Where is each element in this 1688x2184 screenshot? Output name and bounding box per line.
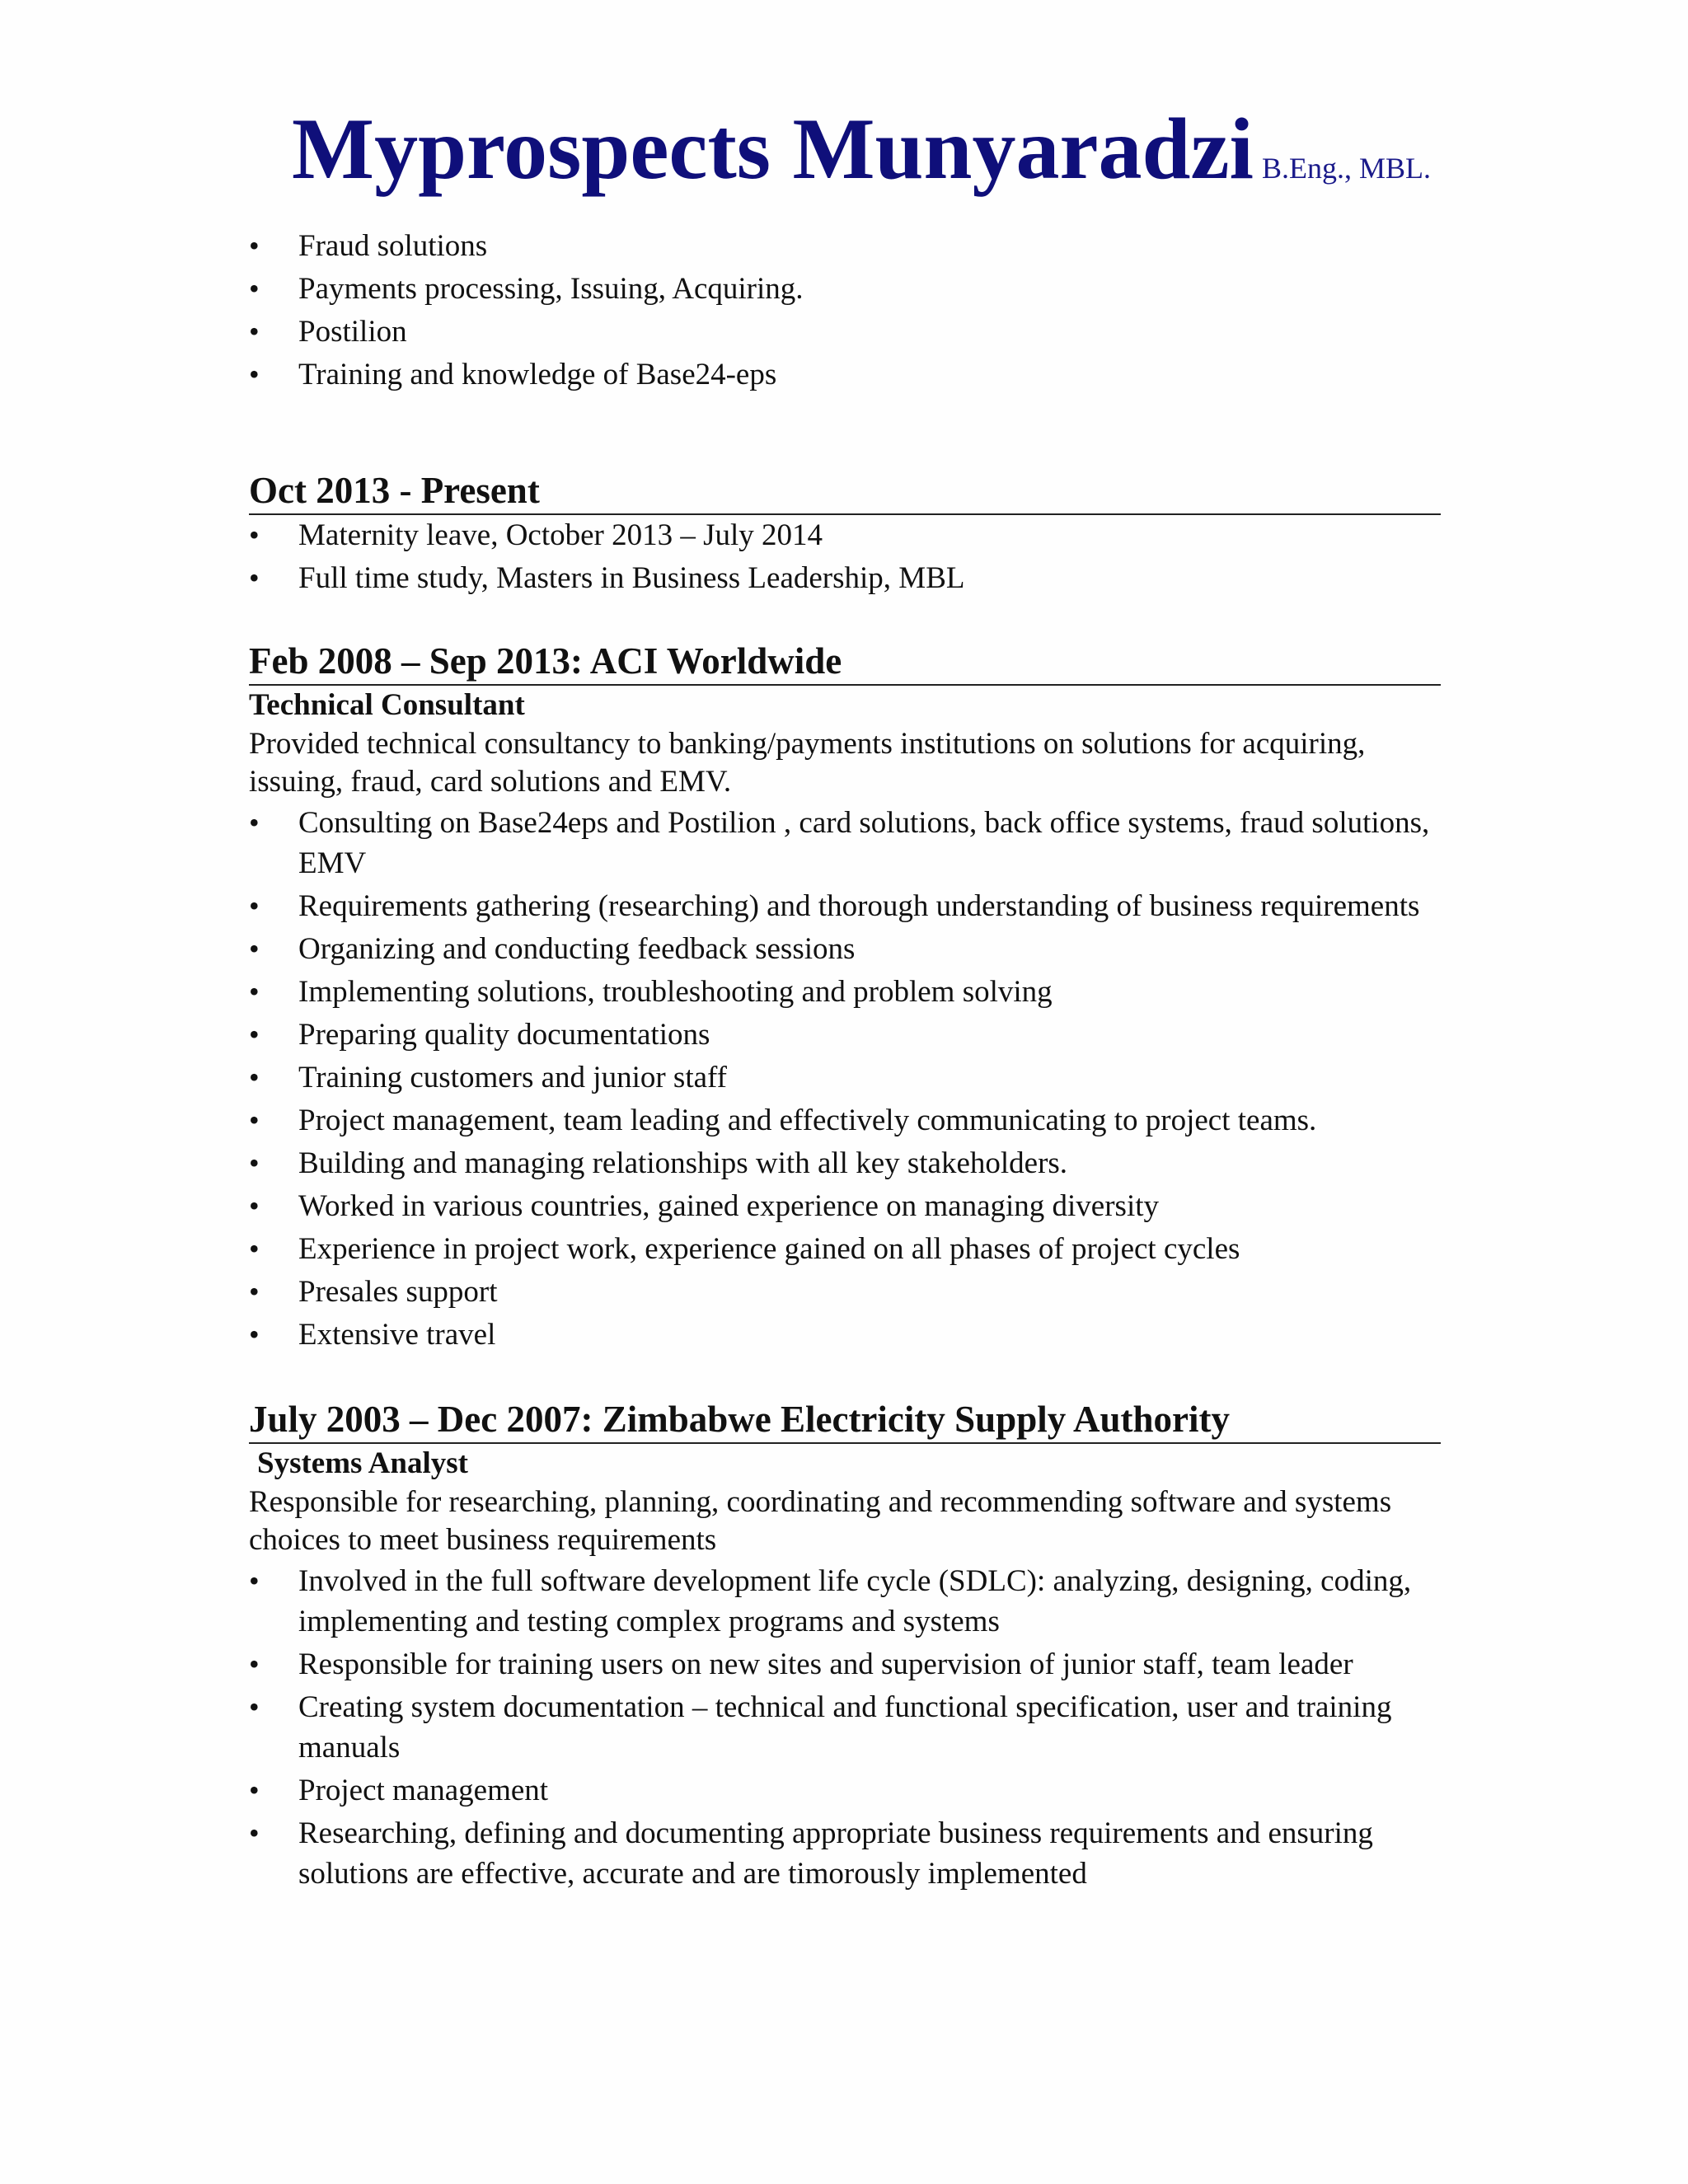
skills-list bbox=[249, 226, 1441, 395]
section-bullets bbox=[249, 515, 1441, 598]
section-career-break bbox=[249, 467, 1441, 598]
bullet-item: • Preparing quality documentations bbox=[249, 1015, 1441, 1055]
skill-item: • Training and knowledge of Base24-eps bbox=[249, 354, 1441, 395]
bullet-item: • Presales support bbox=[249, 1272, 1441, 1312]
skill-item: • Postilion bbox=[249, 312, 1441, 352]
bullet-item: • Training customers and junior staff bbox=[249, 1057, 1441, 1098]
job-role: Systems Analyst bbox=[257, 1446, 468, 1480]
bullet-item: • Implementing solutions, troubleshooting and problem solving bbox=[249, 972, 1441, 1012]
bullet-item: • Project management, team leading and effectively communicating to project teams. bbox=[249, 1100, 1441, 1141]
bullet-item: • Researching, defining and documenting appropriate business requirements and ensuring solutions are effective, accurate and are timorously implemented bbox=[249, 1813, 1441, 1894]
section-heading: July 2003 – Dec 2007: Zimbabwe Electricity Supply Authority bbox=[249, 1396, 1441, 1444]
section-aci-worldwide bbox=[249, 638, 1441, 1355]
skill-item: • Fraud solutions bbox=[249, 226, 1441, 266]
bullet-item: • Responsible for training users on new sites and supervision of junior staff, team leader bbox=[249, 1644, 1441, 1685]
candidate-name: Myprospects Munyaradzi bbox=[292, 101, 1254, 197]
section-bullets bbox=[249, 803, 1441, 1355]
resume-page bbox=[249, 101, 1441, 1896]
bullet-item: • Project management bbox=[249, 1770, 1441, 1811]
bullet-item: • Organizing and conducting feedback sessions bbox=[249, 929, 1441, 969]
bullet-item: • Experience in project work, experience gained on all phases of project cycles bbox=[249, 1229, 1441, 1269]
job-description: Provided technical consultancy to banking/payments institutions on solutions for acquiring, issuing, fraud, card solutions and EMV. bbox=[249, 727, 1366, 799]
job-description: Responsible for researching, planning, coordinating and recommending software and systems choices to meet business requirements bbox=[249, 1485, 1392, 1557]
bullet-item: • Creating system documentation – technical and functional specification, user and training manuals bbox=[249, 1687, 1441, 1768]
bullet-item: • Consulting on Base24eps and Postilion , card solutions, back office systems, fraud solutions, EMV bbox=[249, 803, 1441, 883]
bullet-item: • Worked in various countries, gained experience on managing diversity bbox=[249, 1186, 1441, 1226]
bullet-item: • Requirements gathering (researching) and thorough understanding of business requirements bbox=[249, 886, 1441, 926]
section-zesa bbox=[249, 1396, 1441, 1894]
bullet-item: • Full time study, Masters in Business Leadership, MBL bbox=[249, 558, 1441, 598]
bullet-item: • Building and managing relationships with all key stakeholders. bbox=[249, 1143, 1441, 1183]
bullet-item: • Maternity leave, October 2013 – July 2014 bbox=[249, 515, 1441, 555]
section-heading: Oct 2013 - Present bbox=[249, 467, 1441, 515]
resume-header bbox=[249, 101, 1441, 197]
bullet-item: • Extensive travel bbox=[249, 1315, 1441, 1355]
bullet-item: • Involved in the full software development life cycle (SDLC): analyzing, designing, coding, implementing and testing complex programs and systems bbox=[249, 1561, 1441, 1642]
skill-item: • Payments processing, Issuing, Acquiring. bbox=[249, 269, 1441, 309]
job-role: Technical Consultant bbox=[249, 688, 525, 722]
candidate-credentials: B.Eng., MBL. bbox=[1261, 152, 1431, 185]
section-bullets bbox=[249, 1561, 1441, 1894]
section-heading: Feb 2008 – Sep 2013: ACI Worldwide bbox=[249, 638, 1441, 686]
